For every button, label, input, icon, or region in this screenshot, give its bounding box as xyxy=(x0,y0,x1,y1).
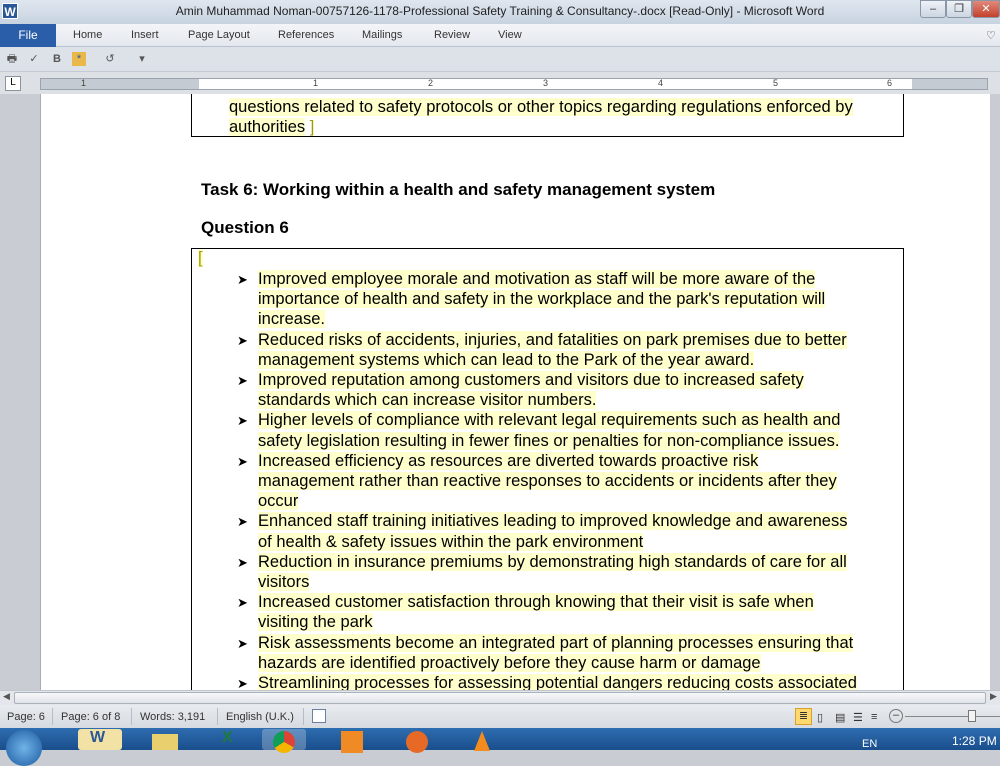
bullet-text: Increased efficiency as resources are diverted towards proactive risk xyxy=(258,451,759,470)
tab-file[interactable]: File xyxy=(0,24,56,47)
page-number[interactable]: Page: 6 xyxy=(7,711,45,723)
taskbar-chrome[interactable] xyxy=(262,729,306,750)
word-count[interactable]: Words: 3,191 xyxy=(140,711,206,723)
bullet-arrow-icon: ➤ xyxy=(237,373,248,388)
ruler-number: 1 xyxy=(313,78,319,88)
print-layout-icon[interactable]: ≣ xyxy=(795,708,812,725)
bold-icon[interactable]: B xyxy=(53,53,61,65)
bullet-text: Higher levels of compliance with relevant legal requirements such as health and xyxy=(258,411,841,430)
bullet-text: hazards are identified proactively before they cause harm or damage xyxy=(258,653,761,672)
bullet-arrow-icon: ➤ xyxy=(237,514,248,530)
status-bar xyxy=(0,705,1000,728)
tab-page-layout[interactable]: Page Layout xyxy=(188,29,250,41)
bullet-text: Improved employee morale and motivation as staff will be more aware of the xyxy=(258,270,816,288)
bullet-item-line xyxy=(258,431,839,451)
draft-icon[interactable]: ≡ xyxy=(871,711,878,723)
outline-icon[interactable]: ☰ xyxy=(853,712,863,724)
taskbar-excel[interactable]: X xyxy=(222,729,233,746)
bullet-item-line xyxy=(258,511,847,531)
taskbar-vlc[interactable] xyxy=(460,729,504,750)
bullet-item-line xyxy=(258,309,325,329)
start-button[interactable] xyxy=(6,730,42,766)
restore-button[interactable]: ❐ xyxy=(946,0,972,18)
tab-home[interactable]: Home xyxy=(73,29,103,41)
bullet-arrow-icon: ➤ xyxy=(237,676,248,690)
horizontal-scrollbar[interactable]: ◀ ▶ xyxy=(0,690,1000,705)
bullet-text: Enhanced staff training initiatives leading to improved knowledge and awareness xyxy=(258,512,848,531)
tab-review[interactable]: Review xyxy=(434,29,471,41)
word-app-icon[interactable]: W xyxy=(2,3,18,19)
spelling-icon[interactable]: ✓ xyxy=(29,53,39,65)
bullet-item-line xyxy=(258,410,840,430)
taskbar-word[interactable]: W xyxy=(78,729,122,750)
bullet-text: standards which can increase visitor numbers. xyxy=(258,391,597,410)
bullet-text: management rather than reactive responses to accidents or incidents after they xyxy=(258,472,837,490)
bullet-arrow-icon: ➤ xyxy=(237,272,248,287)
horizontal-ruler[interactable] xyxy=(40,78,988,90)
ruler-number: 6 xyxy=(887,78,893,88)
zoom-out-button[interactable]: – xyxy=(889,709,903,723)
task-heading: Task 6: Working within a health and safety management system xyxy=(201,180,716,199)
bullet-text: Reduced risks of accidents, injuries, and fatalities on park premises due to better xyxy=(258,330,847,349)
bullet-arrow-icon: ➤ xyxy=(237,595,248,611)
bullet-text: visiting the park xyxy=(258,613,373,632)
bullet-arrow-icon: ➤ xyxy=(237,413,248,429)
ruler-number: 5 xyxy=(773,78,779,88)
bullet-text: importance of health and safety in the workplace and the park's reputation will xyxy=(258,290,826,309)
content-control-bracket: [ xyxy=(198,249,203,267)
question-heading: Question 6 xyxy=(201,218,289,237)
tab-view[interactable]: View xyxy=(498,29,522,41)
tab-insert[interactable]: Insert xyxy=(131,29,159,41)
tab-selector[interactable]: L xyxy=(5,76,21,91)
bullet-item-line xyxy=(258,471,837,491)
bullet-text: Streamlining processes for assessing potential dangers reducing costs associated xyxy=(258,674,857,690)
bullet-arrow-icon: ➤ xyxy=(237,453,248,469)
ruler-number: 2 xyxy=(428,78,434,88)
bullet-item-line xyxy=(258,612,373,632)
zoom-slider[interactable] xyxy=(905,716,1000,717)
undo-icon[interactable]: ↺ xyxy=(105,53,115,65)
taskbar-app[interactable] xyxy=(330,729,374,750)
title-bar xyxy=(0,0,1000,24)
bullet-text: Risk assessments become an integrated part of planning processes ensuring that xyxy=(258,633,854,652)
bullet-item-line xyxy=(258,370,804,390)
quick-access-toolbar xyxy=(0,47,1000,72)
bullet-item-line xyxy=(258,633,853,653)
bullet-item-line xyxy=(258,330,847,350)
taskbar xyxy=(0,728,1000,750)
bullet-item-line xyxy=(258,653,761,673)
bullet-item-line xyxy=(258,390,596,410)
answer-text: authorities xyxy=(229,118,306,136)
bullet-text: increase. xyxy=(258,310,325,329)
ruler-row xyxy=(0,72,1000,94)
customize-toolbar-icon[interactable]: ▾ xyxy=(139,53,145,65)
ruler-number: 4 xyxy=(658,78,664,88)
bullet-item-line xyxy=(258,532,643,552)
page-count[interactable]: Page: 6 of 8 xyxy=(61,711,121,723)
bullet-item-line xyxy=(258,572,309,592)
bullet-text: management systems which can lead to the Park of the year award. xyxy=(258,350,755,369)
bullet-item-line xyxy=(258,673,857,690)
bullet-arrow-icon: ➤ xyxy=(237,332,248,348)
close-button[interactable]: ✕ xyxy=(972,0,1000,18)
ribbon-tabs xyxy=(0,24,1000,47)
bullet-item-line xyxy=(258,269,815,289)
taskbar-firefox[interactable] xyxy=(395,729,439,750)
ruler-number: 1 xyxy=(81,78,87,88)
bullet-item-line xyxy=(258,552,847,572)
bullet-text: Improved reputation among customers and visitors due to increased safety xyxy=(258,371,804,389)
print-icon[interactable]: 🖶 xyxy=(6,53,18,65)
scrollbar-thumb[interactable] xyxy=(14,692,986,704)
bullet-text: Increased customer satisfaction through knowing that their visit is safe when xyxy=(258,593,814,612)
bullet-item-line xyxy=(258,451,758,471)
bullet-text: of health & safety issues within the park environment xyxy=(258,532,644,551)
bullet-item-line xyxy=(258,592,814,612)
tab-mailings[interactable]: Mailings xyxy=(362,29,403,41)
language-indicator[interactable]: EN xyxy=(862,738,878,750)
insert-symbol-icon[interactable]: * xyxy=(72,52,86,66)
bullet-text: Reduction in insurance premiums by demonstrating high standards of care for all xyxy=(258,552,847,571)
macro-icon[interactable] xyxy=(312,709,326,723)
taskbar-explorer[interactable] xyxy=(143,729,187,750)
bullet-arrow-icon: ➤ xyxy=(237,554,248,570)
web-layout-icon[interactable]: ▤ xyxy=(835,712,846,724)
bullet-arrow-icon: ➤ xyxy=(237,635,248,651)
minimize-button[interactable]: – xyxy=(920,0,946,18)
bullet-text: safety legislation resulting in fewer fines or penalties for non-compliance issues. xyxy=(258,431,840,450)
document-page[interactable]: questions related to safety protocols or other topics regarding regulations enforced by authorities ] Task 6: Working within a health and safety management system Question 6 [ ➤ Improved employee morale and motivation as staff will be more aware of the importance of health and safety in the workplace and the park's reputation will increase. ➤ Reduced risks of accidents, injuries, and fatalities on park premises due to better management systems which can lead to the Park of the year award. ➤ Improved reputation among customers and visitors due to increased safety standards which can increase visitor numbers. ➤ Higher levels of compliance with relevant legal requirements such as health and safety legislation resulting in fewer fines or penalties for non-compliance issues. ➤ Increased efficiency as resources are diverted towards proactive risk management rather than reactive responses to accidents or incidents after they occur ➤ Enhanced staff training initiatives leading to improved knowledge and awareness of health & safety issues within the park environment ➤ Reduction in insurance premiums by demonstrating high standards of care for all visitors ➤ Increased customer satisfaction through knowing that their visit is safe when visiting the park ➤ Risk assessments become an integrated part of planning processes ensuring that hazards are identified proactively before they cause harm or damage ➤ Streamlining processes for assessing potential dangers reducing costs associated xyxy=(40,94,990,690)
language[interactable]: English (U.K.) xyxy=(226,711,294,723)
bullet-item-line xyxy=(258,491,298,511)
ruler-number: 3 xyxy=(543,78,549,88)
answer-text: questions related to safety protocols or other topics regarding regulations enforced by xyxy=(229,98,853,116)
bullet-item-line xyxy=(258,350,754,370)
help-icon[interactable]: ♡ xyxy=(986,30,996,42)
tab-references[interactable]: References xyxy=(278,29,335,41)
bullet-text: visitors xyxy=(258,573,310,591)
window-title: Amin Muhammad Noman-00757126-1178-Professional Safety Training & Consultancy-.docx [Read-Only] - Microsoft Word xyxy=(175,4,825,18)
zoom-slider-thumb[interactable] xyxy=(968,710,976,722)
full-screen-reading-icon[interactable]: ▯ xyxy=(817,712,824,724)
clock[interactable]: 1:28 PM xyxy=(952,734,997,748)
bullet-item-line xyxy=(258,289,825,309)
bullet-text: occur xyxy=(258,492,299,511)
